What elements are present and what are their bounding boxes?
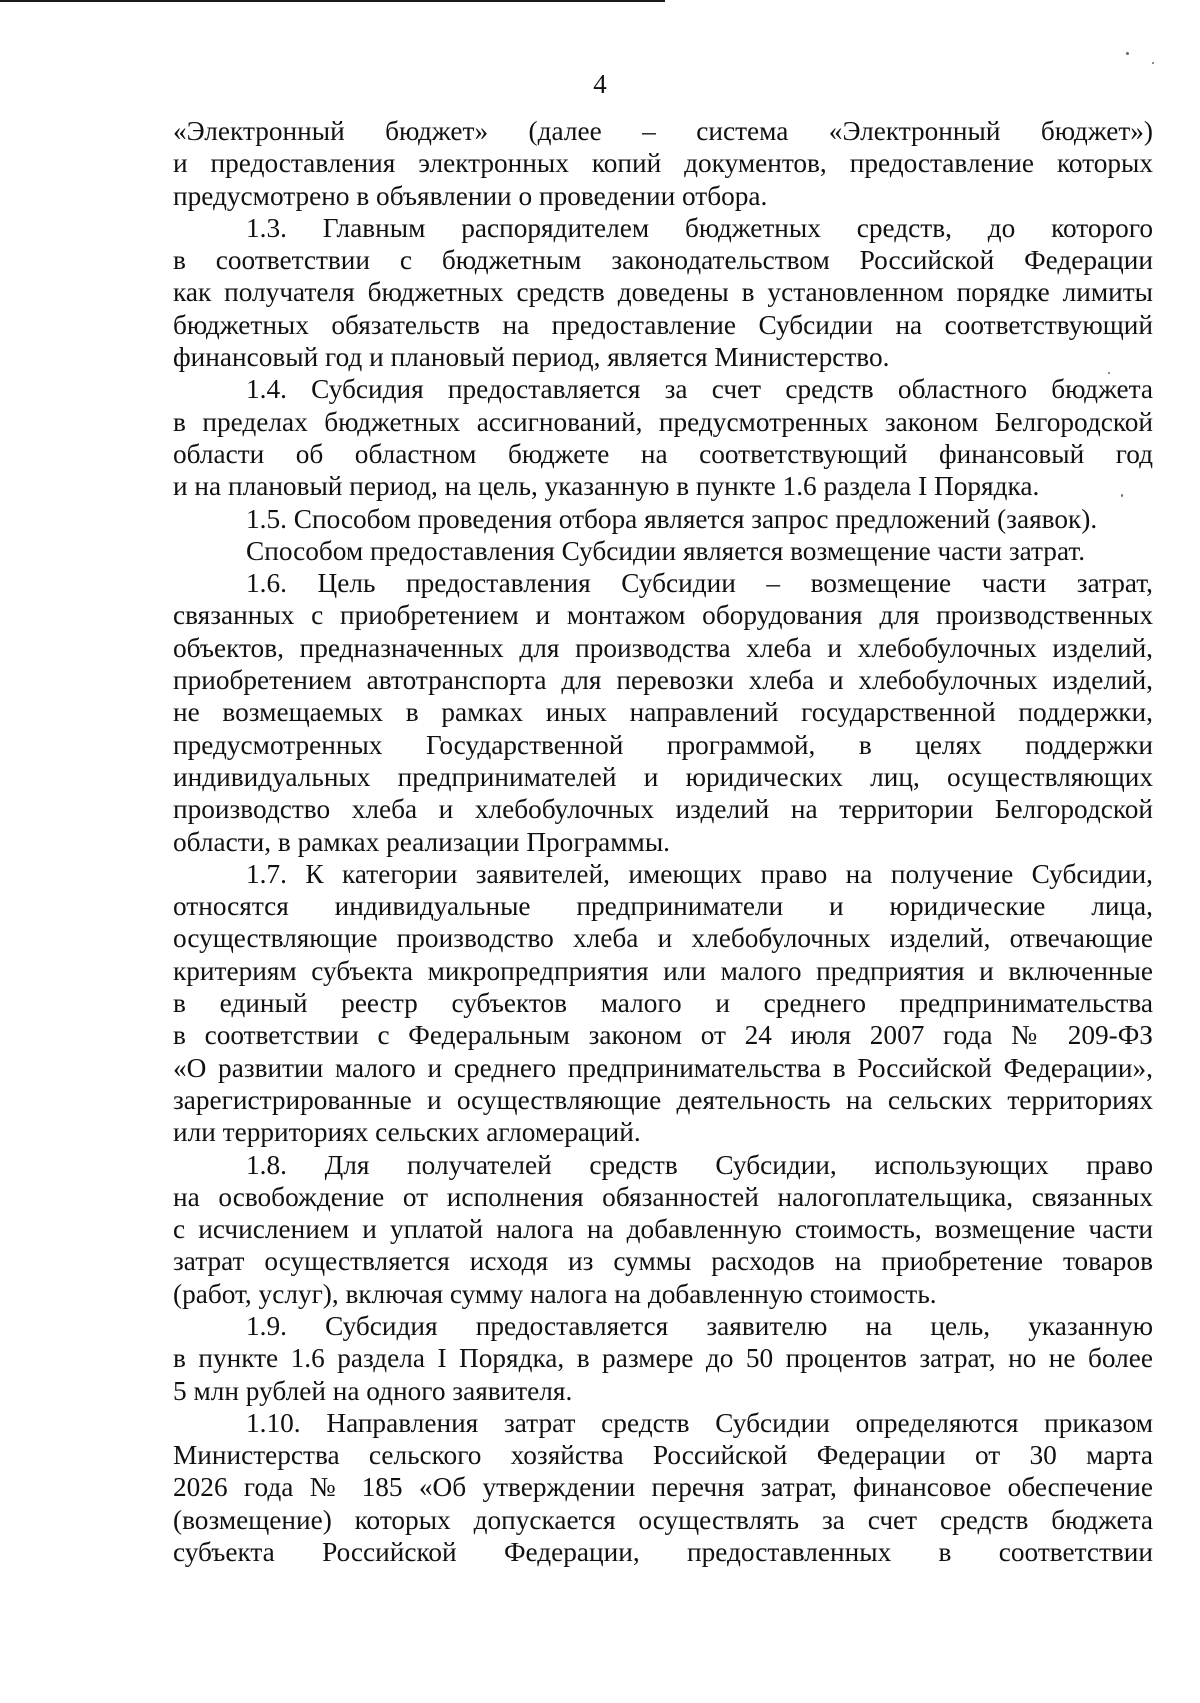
text-line: предусмотрено в объявлении о проведении отбора. [173, 180, 768, 211]
scan-speck [1121, 494, 1123, 497]
text-line: зарегистрированные и осуществляющие деятельность на сельских территориях [173, 1084, 1153, 1115]
text-line: (работ, услуг), включая сумму налога на добавленную стоимость. [173, 1278, 937, 1309]
text-line: 1.7. К категории заявителей, имеющих право на получение Субсидии, [246, 858, 1153, 889]
text-line: относятся индивидуальные предприниматели и юридические лица, [173, 891, 1153, 922]
text-line: связанных с приобретением и монтажом оборудования для производственных [173, 600, 1153, 631]
text-line: и предоставления электронных копий документов, предоставление которых [173, 148, 1153, 179]
text-line: затрат осуществляется исходя из суммы расходов на приобретение товаров [173, 1246, 1153, 1277]
paragraph-p1-4 [173, 373, 1153, 502]
text-line: 1.6. Цель предоставления Субсидии – возмещение части затрат, [246, 568, 1153, 599]
text-line: 1.5. Способом проведения отбора является запрос предложений (заявок). [246, 503, 1098, 534]
text-line: финансовый год и плановый период, является Министерство. [173, 342, 890, 373]
text-line: области, в рамках реализации Программы. [173, 826, 670, 857]
text-line: объектов, предназначенных для производства хлеба и хлебобулочных изделий, [173, 632, 1153, 663]
text-line: Министерства сельского хозяйства Российской Федерации от 30 марта [173, 1440, 1153, 1471]
paragraph-p1-10 [173, 1407, 1153, 1568]
text-line: 1.10. Направления затрат средств Субсидии определяются приказом [246, 1407, 1153, 1438]
text-line: бюджетных обязательств на предоставление Субсидии на соответствующий [173, 309, 1153, 340]
paragraph-p1-7 [173, 858, 1153, 1149]
text-line: не возмещаемых в рамках иных направлений государственной поддержки, [173, 697, 1153, 728]
text-line: 1.9. Субсидия предоставляется заявителю на цель, указанную [246, 1310, 1153, 1341]
text-line: субъекта Российской Федерации, предоставленных в соответствии [173, 1537, 1153, 1568]
text-line: области об областном бюджете на соответствующий финансовый год [173, 438, 1153, 469]
text-line: 5 млн рублей на одного заявителя. [173, 1375, 573, 1406]
text-line: 1.3. Главным распорядителем бюджетных средств, до которого [246, 212, 1153, 243]
text-line: осуществляющие производство хлеба и хлебобулочных изделий, отвечающие [173, 923, 1153, 954]
text-line: в пределах бюджетных ассигнований, предусмотренных законом Белгородской [173, 406, 1153, 437]
text-line: критериям субъекта микропредприятия или малого предприятия и включенные [173, 955, 1153, 986]
text-line: производство хлеба и хлебобулочных изделий на территории Белгородской [173, 794, 1153, 825]
paragraph-p1-9 [173, 1310, 1153, 1407]
text-line: «О развитии малого и среднего предпринимательства в Российской Федерации», [173, 1052, 1153, 1083]
scan-edge-line [0, 0, 665, 2]
text-line: с исчислением и уплатой налога на добавленную стоимость, возмещение части [173, 1214, 1153, 1245]
text-line: как получателя бюджетных средств доведены в установленном порядке лимиты [173, 277, 1153, 308]
text-line: в соответствии с бюджетным законодательством Российской Федерации [173, 245, 1153, 276]
paragraph-p1-5 [173, 503, 1153, 535]
text-line: 1.4. Субсидия предоставляется за счет средств областного бюджета [246, 374, 1153, 405]
paragraph-p1-5b [173, 535, 1153, 567]
text-line: в соответствии с Федеральным законом от 24 июля 2007 года № 209-ФЗ [173, 1020, 1153, 1051]
text-line: приобретением автотранспорта для перевозки хлеба и хлебобулочных изделий, [173, 665, 1153, 696]
text-line: 1.8. Для получателей средств Субсидии, использующих право [246, 1149, 1153, 1180]
scan-speck [1152, 62, 1154, 64]
paragraph-p1-6 [173, 567, 1153, 858]
text-line: в единый реестр субъектов малого и среднего предпринимательства [173, 988, 1153, 1019]
text-line: (возмещение) которых допускается осуществлять за счет средств бюджета [173, 1504, 1153, 1535]
text-line: Способом предоставления Субсидии является возмещение части затрат. [246, 535, 1086, 566]
text-line: или территориях сельских агломераций. [173, 1117, 641, 1148]
text-line: 2026 года № 185 «Об утверждении перечня затрат, финансовое обеспечение [173, 1472, 1153, 1503]
text-line: индивидуальных предпринимателей и юридических лиц, осуществляющих [173, 761, 1153, 792]
scan-speck [1126, 52, 1129, 55]
text-line: предусмотренных Государственной программой, в целях поддержки [173, 729, 1153, 760]
text-line: и на плановый период, на цель, указанную в пункте 1.6 раздела I Порядка. [173, 471, 1040, 502]
text-line: на освобождение от исполнения обязанностей налогоплательщика, связанных [173, 1181, 1153, 1212]
page-number: 4 [593, 69, 607, 99]
text-line: в пункте 1.6 раздела I Порядка, в размере до 50 процентов затрат, но не более [173, 1343, 1153, 1374]
scan-speck [1108, 372, 1110, 374]
paragraph-p1-3 [173, 212, 1153, 373]
document-body [173, 115, 1153, 1568]
text-line: «Электронный бюджет» (далее – система «Электронный бюджет») [173, 116, 1153, 146]
paragraph-p1-8 [173, 1149, 1153, 1310]
paragraph-intro [173, 115, 1153, 212]
